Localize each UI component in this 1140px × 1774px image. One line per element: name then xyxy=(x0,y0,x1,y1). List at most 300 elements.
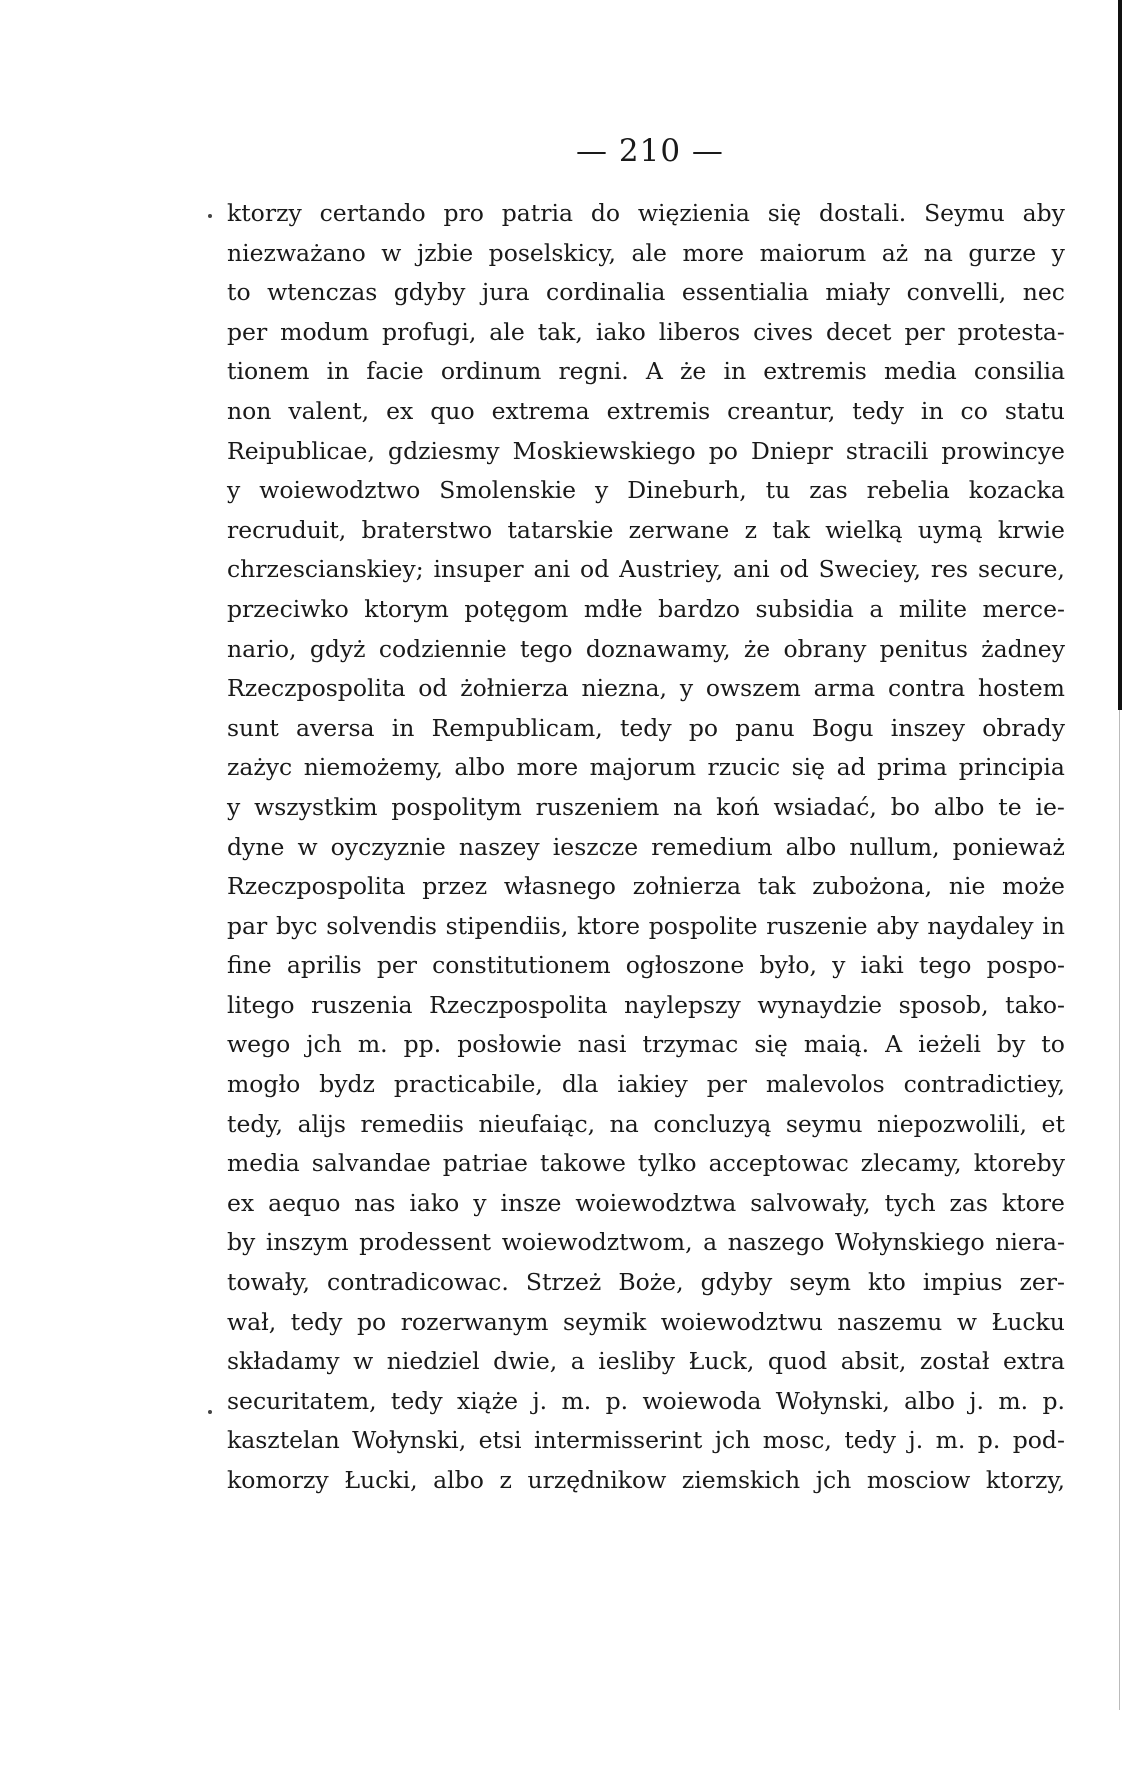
word: te xyxy=(998,792,1022,821)
word: seymik xyxy=(562,1307,647,1336)
word: uymą xyxy=(917,515,983,544)
body-text xyxy=(227,194,1065,1501)
word: wielką xyxy=(825,515,903,544)
word: quod xyxy=(767,1347,828,1376)
text-line xyxy=(227,1105,1065,1145)
word: do xyxy=(590,199,621,227)
word: prowincye xyxy=(941,436,1065,465)
word: milite xyxy=(898,594,968,623)
word: etsi xyxy=(478,1426,522,1455)
word: od xyxy=(418,674,448,703)
word: dostali. xyxy=(819,199,907,227)
word: acceptowac xyxy=(708,1149,849,1178)
word: media xyxy=(884,357,957,386)
word: contradictiey, xyxy=(903,1070,1065,1099)
word: owszem xyxy=(705,674,801,703)
word: jura xyxy=(481,278,530,307)
word: decet xyxy=(826,317,892,346)
word: nullum, xyxy=(849,832,940,861)
word: y xyxy=(679,674,694,703)
word: rozerwanym xyxy=(400,1307,549,1336)
word: kto xyxy=(867,1268,906,1297)
scan-edge-faint xyxy=(1119,710,1120,1710)
word: pospo- xyxy=(986,951,1065,980)
word: tylko xyxy=(637,1149,697,1178)
word: nasi xyxy=(577,1030,627,1059)
word: naydaley xyxy=(927,911,1034,940)
word: krwie xyxy=(997,515,1065,544)
word: inszym xyxy=(265,1228,349,1257)
text-line xyxy=(227,1342,1065,1382)
word: ieszcze xyxy=(552,832,639,861)
word: ex xyxy=(386,396,414,425)
word: w xyxy=(297,832,318,861)
word: principia xyxy=(958,753,1065,782)
word: się xyxy=(791,753,826,782)
word: Sweciey, xyxy=(818,555,921,584)
word: non xyxy=(227,396,272,425)
word: y xyxy=(832,951,846,980)
word: mdłe xyxy=(583,594,643,623)
word: woiewodztwo xyxy=(259,476,421,505)
word: arma xyxy=(813,674,876,703)
text-line xyxy=(227,1382,1065,1422)
word: regni. xyxy=(558,357,629,386)
word: pp. xyxy=(403,1030,442,1059)
word: ani xyxy=(732,555,770,584)
word: essentialia xyxy=(681,278,809,307)
word: codziennie xyxy=(378,634,507,663)
text-line xyxy=(227,1144,1065,1184)
word: aequo xyxy=(268,1188,341,1217)
text-line xyxy=(227,471,1065,511)
word: res xyxy=(930,555,969,584)
word: contra xyxy=(887,674,966,703)
word: Dniepr xyxy=(751,436,833,465)
word: po xyxy=(356,1307,387,1336)
word: braterstwo xyxy=(361,515,493,544)
word: niera- xyxy=(995,1228,1065,1257)
word: tak xyxy=(772,515,810,544)
word: seymu xyxy=(785,1109,863,1138)
word: m. xyxy=(561,1386,592,1415)
word: y xyxy=(227,792,241,821)
word: absit, xyxy=(840,1347,907,1376)
text-line xyxy=(227,788,1065,828)
word: naszey xyxy=(458,832,540,861)
word: per xyxy=(376,951,418,980)
word: przez xyxy=(422,872,488,901)
word: quo xyxy=(430,396,475,425)
word: może xyxy=(1002,872,1065,901)
word: woiewoda xyxy=(642,1386,762,1415)
word: hostem xyxy=(977,674,1065,703)
word: Reipublicae, xyxy=(227,436,375,465)
word: ie- xyxy=(1035,792,1065,821)
word: pod- xyxy=(1012,1426,1065,1455)
word: secure, xyxy=(978,555,1065,584)
word: panu xyxy=(735,713,795,742)
text-line xyxy=(227,352,1065,392)
word: prima xyxy=(877,753,948,782)
word: certando xyxy=(319,199,426,227)
word: media xyxy=(227,1149,300,1178)
word: towały, xyxy=(227,1268,310,1297)
word: żołnierza xyxy=(460,674,569,703)
word: poselskicy, xyxy=(488,238,616,267)
text-line xyxy=(227,392,1065,432)
word: ex xyxy=(227,1188,255,1217)
word: salvandae xyxy=(311,1149,431,1178)
word: ruszenia xyxy=(311,990,413,1019)
word: zołnierza xyxy=(632,872,742,901)
word: Wołynskiego xyxy=(834,1228,985,1257)
word: mogło xyxy=(227,1070,301,1099)
word: maiorum xyxy=(759,238,867,267)
word: niedziel xyxy=(386,1347,480,1376)
word: nec xyxy=(1022,278,1065,307)
word: Wołynski, xyxy=(775,1386,890,1415)
word: nas xyxy=(354,1188,396,1217)
word: albo xyxy=(904,1386,955,1415)
word: tych xyxy=(884,1188,936,1217)
text-line xyxy=(227,590,1065,630)
word: ani xyxy=(533,555,571,584)
word: insze xyxy=(500,1188,562,1217)
word: komorzy xyxy=(227,1466,329,1494)
word: prodessent xyxy=(359,1228,492,1257)
page-number: — 210 — xyxy=(576,133,724,169)
word: y xyxy=(595,476,609,505)
word: dla xyxy=(561,1070,599,1099)
margin-dot xyxy=(208,1410,212,1414)
word: j. xyxy=(532,1386,548,1415)
word: zażyc xyxy=(227,753,293,782)
word: zas xyxy=(949,1188,988,1217)
text-line xyxy=(227,1223,1065,1263)
word: ale xyxy=(489,317,525,346)
word: od xyxy=(779,555,809,584)
word: pospolitym xyxy=(391,792,522,821)
word: bo xyxy=(890,792,920,821)
word: m. xyxy=(935,1426,966,1455)
word: byc xyxy=(276,911,318,940)
word: profugi, xyxy=(382,317,477,346)
word: to xyxy=(1041,1030,1065,1059)
word: a xyxy=(703,1228,718,1257)
word: in xyxy=(326,357,350,386)
word: tedy xyxy=(852,396,904,425)
word: zer- xyxy=(1019,1268,1065,1297)
text-line xyxy=(227,234,1065,274)
word: tatarskie xyxy=(507,515,614,544)
word: Wołynski, xyxy=(352,1426,467,1455)
word: w xyxy=(956,1307,977,1336)
word: kozacka xyxy=(968,476,1065,505)
word: more xyxy=(516,753,579,782)
word: j. xyxy=(908,1426,924,1455)
word: Rzeczpospolita xyxy=(227,674,406,703)
word: więzienia xyxy=(637,199,750,227)
word: ktore xyxy=(1001,1188,1065,1217)
word: z xyxy=(744,515,758,544)
word: się xyxy=(767,199,802,227)
word: wego xyxy=(227,1030,291,1059)
word: majorum xyxy=(589,753,697,782)
word: Łuck, xyxy=(688,1347,755,1376)
word: oyczyznie xyxy=(330,832,446,861)
word: gdyby xyxy=(700,1268,773,1297)
word: albo xyxy=(933,792,985,821)
word: to xyxy=(227,278,251,307)
word: ale xyxy=(631,238,667,267)
word: miały xyxy=(825,278,891,307)
word: takowe xyxy=(540,1149,626,1178)
word: przeciwko xyxy=(227,594,349,623)
word: wtenczas xyxy=(267,278,378,307)
word: naszego xyxy=(727,1228,825,1257)
word: intermisserint xyxy=(533,1426,703,1455)
word: extra xyxy=(1003,1347,1065,1376)
word: extremis xyxy=(606,396,711,425)
text-line xyxy=(227,1303,1065,1343)
text-line xyxy=(227,828,1065,868)
word: składamy xyxy=(227,1347,340,1376)
word: albo xyxy=(433,1466,484,1494)
word: ktorym xyxy=(364,594,449,623)
word: na xyxy=(673,792,703,821)
word: concluzyą xyxy=(653,1109,772,1138)
word: Rzeczpospolita xyxy=(429,990,608,1019)
word: salvowały, xyxy=(750,1188,871,1217)
word: rzucic xyxy=(707,753,781,782)
word: jch xyxy=(714,1426,751,1455)
word: convelli, xyxy=(906,278,1007,307)
word: iesliby xyxy=(598,1347,676,1376)
word: Bogu xyxy=(811,713,874,742)
word: ieżeli xyxy=(918,1030,981,1059)
word: było, xyxy=(759,951,817,980)
word: securitatem, xyxy=(227,1386,377,1415)
word: tedy xyxy=(844,1426,896,1455)
word: gdziesmy xyxy=(388,436,500,465)
word: maią. xyxy=(803,1030,870,1059)
word: pro xyxy=(443,199,484,227)
word: pospolite xyxy=(648,911,758,940)
word: malevolos xyxy=(765,1070,885,1099)
word: in xyxy=(391,713,415,742)
word: in xyxy=(723,357,747,386)
word: nario, xyxy=(227,634,297,663)
word: tionem xyxy=(227,357,310,386)
word: per xyxy=(706,1070,747,1099)
word: wszystkim xyxy=(254,792,378,821)
word: contradicowac. xyxy=(327,1268,509,1297)
word: per xyxy=(904,317,945,346)
word: chrzescianskiey; xyxy=(227,555,424,584)
word: practicabile, xyxy=(393,1070,543,1099)
word: Dineburh, xyxy=(627,476,747,505)
word: doznawamy, xyxy=(585,634,731,663)
word: Rempublicam, xyxy=(431,713,603,742)
word: trzymac xyxy=(642,1030,739,1059)
word: protesta- xyxy=(957,317,1065,346)
word: niepozwolili, xyxy=(877,1109,1027,1138)
word: cives xyxy=(753,317,814,346)
word: m. xyxy=(998,1386,1029,1415)
word: ogłoszone xyxy=(625,951,745,980)
word: constitutionem xyxy=(432,951,611,980)
word: aby xyxy=(876,911,919,940)
word: solvendis xyxy=(326,911,437,940)
text-line xyxy=(227,630,1065,670)
word: par xyxy=(227,911,268,940)
word: y xyxy=(1051,238,1065,267)
word: kasztelan xyxy=(227,1426,340,1455)
text-line xyxy=(227,273,1065,313)
text-line xyxy=(227,1421,1065,1461)
word: ktoreby xyxy=(973,1149,1065,1178)
word: albo xyxy=(785,832,837,861)
word: nieufaiąc, xyxy=(478,1109,596,1138)
word: tedy xyxy=(290,1307,343,1336)
word: jch xyxy=(815,1466,852,1494)
word: in xyxy=(920,396,944,425)
word: stracili xyxy=(845,436,929,465)
word: gdyż xyxy=(309,634,366,663)
word: Boże, xyxy=(618,1268,684,1297)
text-line xyxy=(227,986,1065,1026)
word: insuper xyxy=(433,555,524,584)
word: ktorzy, xyxy=(985,1466,1065,1494)
text-line xyxy=(227,194,1065,234)
word: p. xyxy=(1042,1386,1065,1415)
word: tu xyxy=(765,476,791,505)
word: jzbie xyxy=(416,238,474,267)
word: a xyxy=(570,1347,585,1376)
word: more xyxy=(682,238,745,267)
word: ktorzy xyxy=(227,199,302,227)
word: woiewodztwom, xyxy=(501,1228,693,1257)
word: Rzeczpospolita xyxy=(227,872,406,901)
word: by xyxy=(227,1228,256,1257)
word: sposob, xyxy=(898,990,989,1019)
word: cordinalia xyxy=(546,278,666,307)
word: valent, xyxy=(288,396,370,425)
word: extrema xyxy=(491,396,590,425)
text-line xyxy=(227,709,1065,749)
word: j. xyxy=(969,1386,984,1415)
word: został xyxy=(919,1347,990,1376)
word: w xyxy=(381,238,402,267)
word: liberos xyxy=(658,317,741,346)
word: co xyxy=(960,396,988,425)
word: ruszeniem xyxy=(535,792,660,821)
word: a xyxy=(869,594,884,623)
word: iako xyxy=(409,1188,460,1217)
word: dyne xyxy=(227,832,285,861)
word: inszey xyxy=(890,713,965,742)
word: et xyxy=(1041,1109,1065,1138)
word: żadney xyxy=(981,634,1065,663)
word: y xyxy=(473,1188,487,1217)
word: remediis xyxy=(360,1109,464,1138)
word: aprilis xyxy=(286,951,362,980)
word: jch xyxy=(306,1030,342,1059)
word: aby xyxy=(1022,199,1065,227)
word: alijs xyxy=(297,1109,346,1138)
word: y xyxy=(227,476,241,505)
word: posłowie xyxy=(457,1030,562,1059)
word: Moskiewskiego xyxy=(512,436,696,465)
word: własnego xyxy=(503,872,616,901)
word: ruszenie xyxy=(766,911,868,940)
word: patriae xyxy=(442,1149,528,1178)
word: mosciow xyxy=(866,1466,971,1494)
word: p. xyxy=(977,1426,1001,1455)
word: się xyxy=(754,1030,788,1059)
word: fine xyxy=(227,951,272,980)
word: in xyxy=(1042,911,1065,940)
word: zerwane xyxy=(628,515,730,544)
word: niemożemy, xyxy=(303,753,443,782)
word: subsidia xyxy=(755,594,854,623)
word: niezna, xyxy=(581,674,667,703)
word: dwie, xyxy=(493,1347,558,1376)
word: mosc, xyxy=(762,1426,832,1455)
word: Smolenskie xyxy=(439,476,577,505)
word: gurze xyxy=(968,238,1037,267)
word: stipendiis, xyxy=(445,911,569,940)
word: tedy xyxy=(390,1386,443,1415)
word: w xyxy=(353,1347,374,1376)
word: statu xyxy=(1004,396,1065,425)
word: naszemu xyxy=(837,1307,943,1336)
word: A xyxy=(885,1030,903,1059)
word: creantur, xyxy=(727,396,836,425)
word: koń xyxy=(716,792,760,821)
word: per xyxy=(227,317,268,346)
word: impius xyxy=(922,1268,1003,1297)
word: iakiey xyxy=(617,1070,688,1099)
word: Łucki, xyxy=(344,1466,418,1494)
word: na xyxy=(609,1109,639,1138)
word: p. xyxy=(605,1386,629,1415)
word: wał, xyxy=(227,1307,277,1336)
word: obrany xyxy=(783,634,867,663)
word: modum xyxy=(280,317,370,346)
word: Łucku xyxy=(991,1307,1065,1336)
word: gdyby xyxy=(393,278,466,307)
text-line xyxy=(227,313,1065,353)
word: woiewodztwa xyxy=(575,1188,737,1217)
word: zubożona, xyxy=(812,872,933,901)
word: wynaydzie xyxy=(757,990,883,1019)
text-line xyxy=(227,511,1065,551)
text-line xyxy=(227,946,1065,986)
word: naylepszy xyxy=(624,990,741,1019)
word: merce- xyxy=(982,594,1065,623)
word: tego xyxy=(520,634,573,663)
word: ziemskich xyxy=(681,1466,801,1494)
text-line xyxy=(227,1461,1065,1501)
word: ordinum xyxy=(440,357,542,386)
text-line xyxy=(227,748,1065,788)
word: woiewodztwu xyxy=(660,1307,823,1336)
word: aż xyxy=(881,238,909,267)
word: wsiadać, xyxy=(773,792,877,821)
word: iako xyxy=(595,317,646,346)
